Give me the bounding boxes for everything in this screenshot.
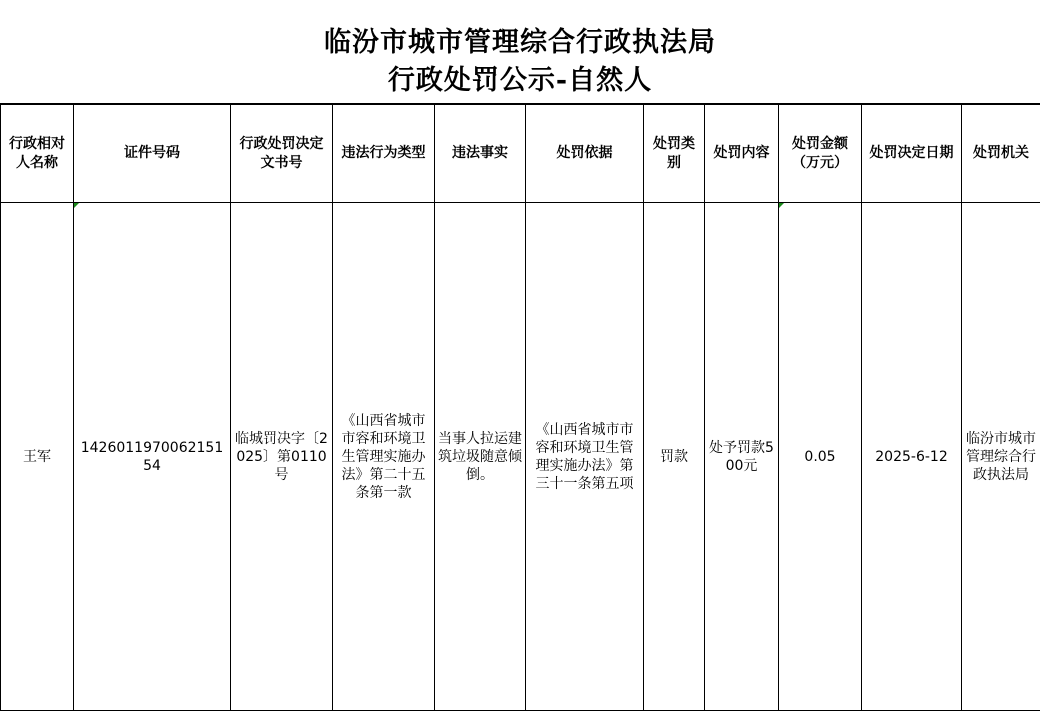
header-party-name: 行政相对人名称 [1, 105, 74, 203]
cell-penalty-amount: 0.05 [779, 203, 862, 711]
cell-penalty-authority: 临汾市城市管理综合行政执法局 [962, 203, 1040, 711]
header-violation-facts: 违法事实 [435, 105, 526, 203]
cell-party-name: 王军 [1, 203, 74, 711]
header-penalty-category: 处罚类别 [644, 105, 705, 203]
cell-decision-doc-number: 临城罚决字〔2025〕第0110号 [231, 203, 333, 711]
header-violation-type: 违法行为类型 [333, 105, 435, 203]
cell-penalty-basis: 《山西省城市市容和环境卫生管理实施办法》第三十一条第五项 [526, 203, 644, 711]
header-decision-doc-number: 行政处罚决定文书号 [231, 105, 333, 203]
cell-penalty-category: 罚款 [644, 203, 705, 711]
header-penalty-amount: 处罚金额（万元） [779, 105, 862, 203]
page-title: 临汾市城市管理综合行政执法局 [324, 27, 716, 58]
header-penalty-basis: 处罚依据 [526, 105, 644, 203]
page-subtitle: 行政处罚公示-自然人 [387, 65, 653, 96]
penalty-table [0, 104, 1040, 711]
cell-decision-date: 2025-6-12 [862, 203, 962, 711]
cell-violation-facts: 当事人拉运建筑垃圾随意倾倒。 [435, 203, 526, 711]
header-id-number: 证件号码 [74, 105, 231, 203]
header-row [1, 105, 1040, 203]
cell-id-number: 142601197006215154 [74, 203, 231, 711]
header-penalty-authority: 处罚机关 [962, 105, 1040, 203]
header-penalty-content: 处罚内容 [705, 105, 779, 203]
cell-penalty-content: 处予罚款500元 [705, 203, 779, 711]
header-decision-date: 处罚决定日期 [862, 105, 962, 203]
cell-violation-type: 《山西省城市市容和环境卫生管理实施办法》第二十五条第一款 [333, 203, 435, 711]
title-area [0, 0, 1040, 104]
table-row [1, 203, 1040, 711]
